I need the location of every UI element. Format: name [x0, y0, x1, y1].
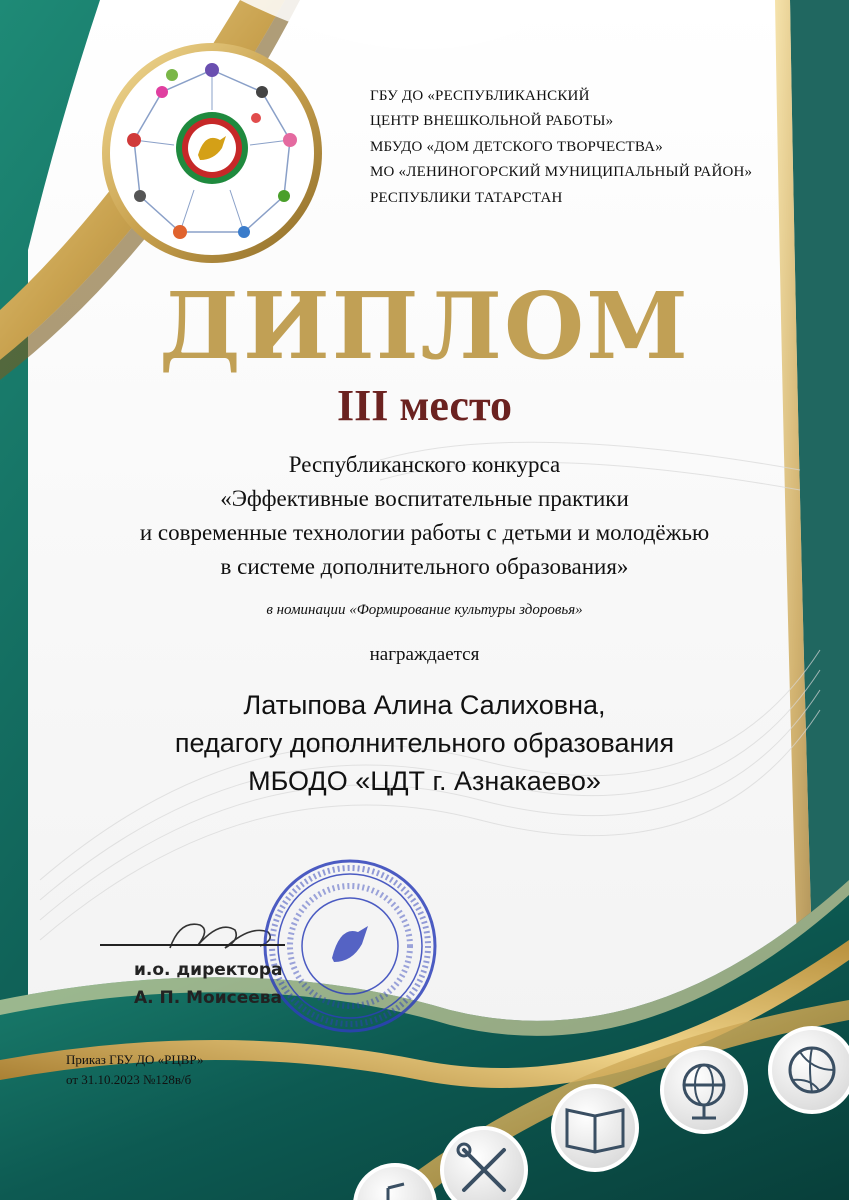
- recipient-organization: МБОДО «ЦДТ г. Азнакаево»: [248, 766, 601, 796]
- contest-line-3: и современные технологии работы с детьми и молодёжью: [139, 520, 710, 545]
- tatarstan-emblem-icon: [102, 43, 322, 263]
- signature-line: [100, 944, 285, 946]
- globe-icon: [662, 1048, 746, 1132]
- book-icon: [553, 1086, 637, 1170]
- contest-line-1: Республиканского конкурса: [288, 452, 561, 477]
- signer-role: и.о. директора: [134, 960, 283, 980]
- signer-name: А. П. Моисеева: [134, 988, 283, 1008]
- nomination-text: в номинации «Формирование культуры здоровья»: [266, 602, 583, 618]
- recipient-name: Латыпова Алина Салиховна,: [243, 690, 606, 720]
- diploma-title: ДИПЛОМ: [159, 272, 690, 380]
- volleyball-icon: [770, 1028, 849, 1112]
- org-line-2: ЦЕНТР ВНЕШКОЛЬНОЙ РАБОТЫ»: [370, 113, 614, 129]
- contest-line-4: в системе дополнительного образования»: [220, 554, 629, 579]
- order-line-2: от 31.10.2023 №128в/б: [66, 1072, 192, 1087]
- award-place: III место: [337, 381, 512, 430]
- recipient-position: педагогу дополнительного образования: [174, 728, 675, 758]
- contest-line-2: «Эффективные воспитательные практики: [220, 486, 629, 511]
- org-line-3: МБУДО «ДОМ ДЕТСКОГО ТВОРЧЕСТВА»: [370, 139, 663, 155]
- org-line-1: ГБУ ДО «РЕСПУБЛИКАНСКИЙ: [370, 88, 590, 104]
- org-line-4: МО «ЛЕНИНОГОРСКИЙ МУНИЦИПАЛЬНЫЙ РАЙОН»: [370, 164, 753, 180]
- org-line-5: РЕСПУБЛИКИ ТАТАРСТАН: [370, 190, 563, 206]
- awarded-text: награждается: [369, 644, 480, 665]
- order-line-1: Приказ ГБУ ДО «РЦВР»: [66, 1052, 204, 1067]
- tools-icon: [442, 1128, 526, 1200]
